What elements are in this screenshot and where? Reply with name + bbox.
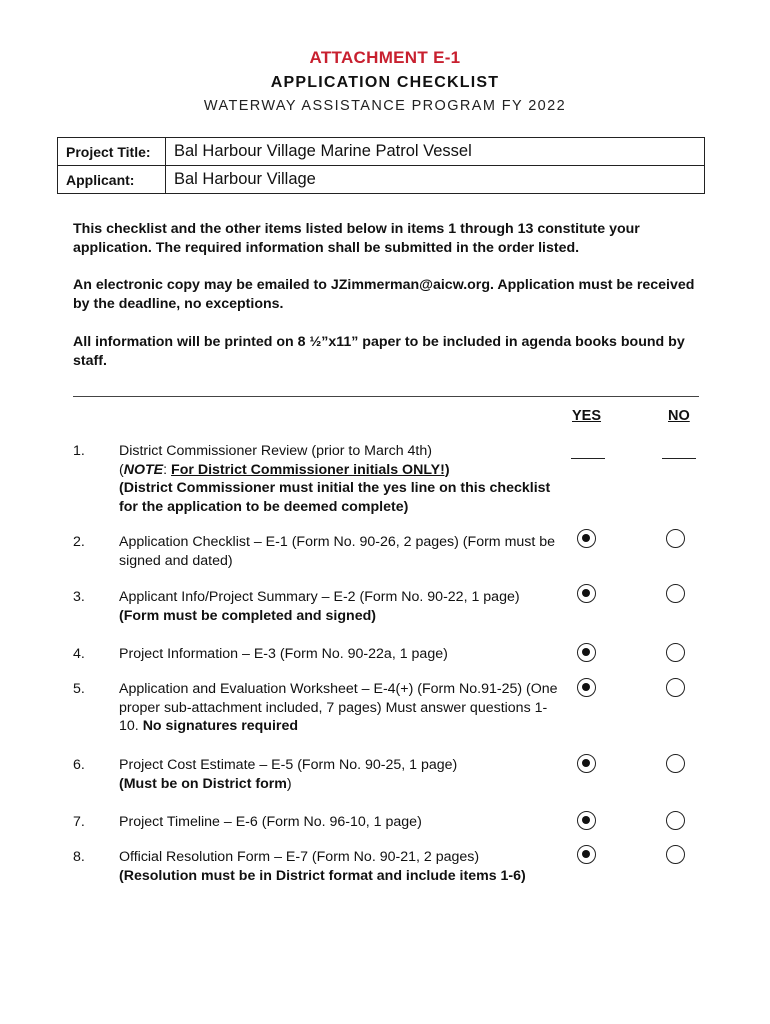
item-text <box>119 848 559 885</box>
item-number: 4. <box>73 646 85 662</box>
yes-radio[interactable] <box>577 643 596 662</box>
no-column-header: NO <box>668 408 690 424</box>
yes-column-header: YES <box>572 408 602 424</box>
project-title-field[interactable]: Bal Harbour Village Marine Patrol Vessel <box>166 138 705 166</box>
divider <box>73 396 699 397</box>
applicant-field[interactable]: Bal Harbour Village <box>166 166 705 194</box>
yes-radio[interactable] <box>577 529 596 548</box>
item-number: 3. <box>73 589 85 605</box>
item-text-line: Application and Evaluation Worksheet – E-4(+) (Form No.91-25) (One proper sub-attachment included, 7 pages) Must answer questions 1-10. <box>119 681 558 734</box>
no-radio[interactable] <box>666 529 685 548</box>
yes-radio[interactable] <box>577 811 596 830</box>
no-radio[interactable] <box>666 845 685 864</box>
project-title-label: Project Title: <box>58 138 166 166</box>
email-instruction-paragraph: An electronic copy may be emailed to JZimmerman@aicw.org. Application must be received by the deadline, no exceptions. <box>73 277 695 312</box>
item-bold-text: (District Commissioner must initial the yes line on this checklist for the application to be deemed complete) <box>119 480 551 515</box>
attachment-label: ATTACHMENT E-1 <box>309 48 461 67</box>
no-radio[interactable] <box>666 678 685 697</box>
no-initial-line[interactable] <box>662 458 696 459</box>
page-title: APPLICATION CHECKLIST <box>270 74 500 91</box>
yes-initial-line[interactable] <box>571 458 605 459</box>
item-bold-text: (Must be on District form <box>119 775 287 792</box>
item-number: 8. <box>73 849 85 865</box>
item-text <box>119 680 559 736</box>
item-number: 1. <box>73 443 85 459</box>
no-radio[interactable] <box>666 584 685 603</box>
item-number: 7. <box>73 814 85 830</box>
applicant-label: Applicant: <box>58 166 166 194</box>
item-text <box>119 588 559 625</box>
item-text <box>119 756 559 793</box>
item-number: 5. <box>73 681 85 697</box>
item-text-line: Applicant Info/Project Summary – E-2 (Form No. 90-22, 1 page) <box>119 589 520 605</box>
item-bold-text: (Resolution must be in District format and include items 1-6) <box>119 867 526 884</box>
yes-radio[interactable] <box>577 584 596 603</box>
instruction-paragraph: This checklist and the other items listed below in items 1 through 13 constitute your application. The required information shall be submitted in the order listed. <box>73 221 640 256</box>
no-radio[interactable] <box>666 643 685 662</box>
item-text: Project Timeline – E-6 (Form No. 96-10, 1 page) <box>119 814 422 830</box>
item-number: 6. <box>73 757 85 773</box>
item-text: Application Checklist – E-1 (Form No. 90-26, 2 pages) (Form must be signed and dated) <box>119 534 556 569</box>
yes-radio[interactable] <box>577 678 596 697</box>
note-underlined-text: For District Commissioner initials ONLY!) <box>171 461 450 478</box>
note-open-paren: ( <box>119 461 124 478</box>
applicant-row <box>58 166 705 194</box>
item-bold-text: (Form must be completed and signed) <box>119 607 376 624</box>
yes-radio[interactable] <box>577 845 596 864</box>
note-colon: : <box>163 461 172 478</box>
item-number: 2. <box>73 534 85 550</box>
yes-radio[interactable] <box>577 754 596 773</box>
item-text <box>119 442 559 516</box>
item-bold-text: No signatures required <box>142 718 298 734</box>
print-instruction-paragraph: All information will be printed on 8 ½”x11” paper to be included in agenda books bound by staff. <box>73 334 685 369</box>
program-subtitle: WATERWAY ASSISTANCE PROGRAM FY 2022 <box>203 98 567 114</box>
no-radio[interactable] <box>666 811 685 830</box>
item-text: Project Information – E-3 (Form No. 90-22a, 1 page) <box>119 646 448 662</box>
project-info-table <box>57 137 705 194</box>
item-text-line: Project Cost Estimate – E-5 (Form No. 90-25, 1 page) <box>119 757 458 773</box>
item-text-line: Official Resolution Form – E-7 (Form No. 90-21, 2 pages) <box>119 849 480 865</box>
project-title-row <box>58 138 705 166</box>
no-radio[interactable] <box>666 754 685 773</box>
note-label: NOTE <box>123 461 164 478</box>
item-text-closing: ) <box>286 775 292 792</box>
item-text-line: District Commissioner Review (prior to March 4th) <box>119 443 432 459</box>
